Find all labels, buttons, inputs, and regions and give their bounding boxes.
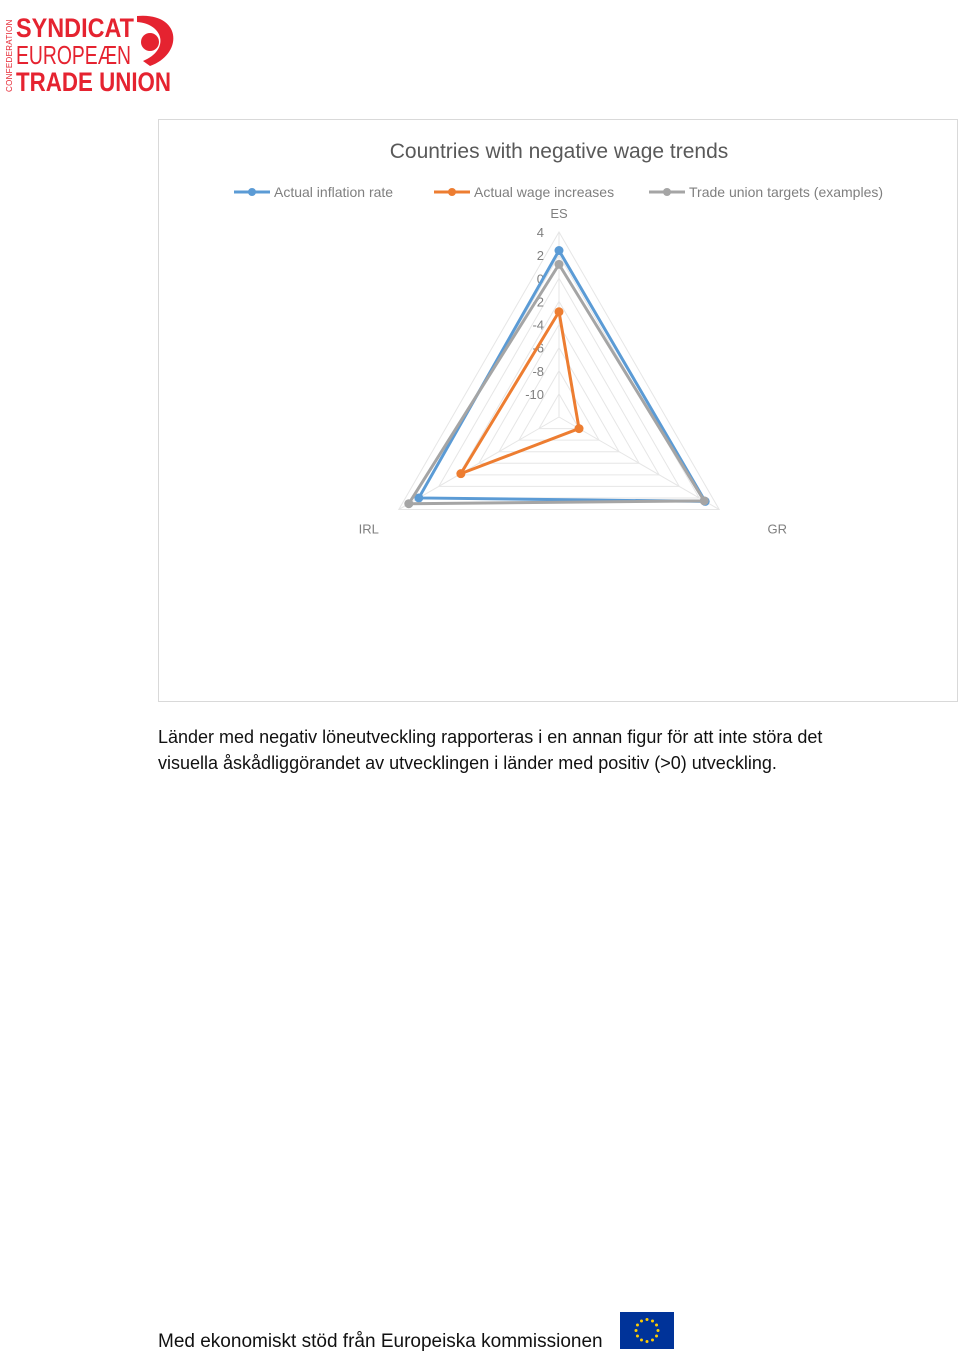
- eu-star-icon: [636, 1324, 639, 1327]
- legend-item-1: [234, 184, 393, 200]
- eu-star-icon: [657, 1329, 660, 1332]
- chart-legend: [234, 184, 883, 200]
- data-point: [456, 469, 465, 478]
- radar-grid: [399, 232, 719, 510]
- legend-label: Actual inflation rate: [274, 184, 394, 200]
- series-3: [404, 260, 708, 508]
- logo-line-2: EUROPEÆN: [16, 40, 131, 70]
- category-label-gr: GR: [767, 521, 787, 537]
- radial-tick-label: -6: [532, 340, 544, 356]
- eu-star-icon: [655, 1335, 658, 1338]
- data-point: [700, 496, 709, 505]
- radial-tick-label: -4: [532, 317, 544, 333]
- category-label-es: ES: [550, 206, 568, 221]
- logo-line-1: SYNDICAT: [16, 13, 135, 43]
- legend-item-3: [649, 184, 883, 200]
- data-point: [555, 307, 564, 316]
- legend-label: Actual wage increases: [474, 184, 615, 200]
- eu-star-icon: [636, 1335, 639, 1338]
- radar-chart: [158, 119, 958, 702]
- legend-swatch-marker: [663, 188, 671, 196]
- etuc-logo: [4, 6, 179, 96]
- radial-tick-label: -2: [532, 294, 544, 310]
- data-point: [575, 424, 584, 433]
- eu-star-icon: [635, 1329, 638, 1332]
- legend-label: Trade union targets (examples): [689, 184, 884, 200]
- series-line: [409, 264, 704, 503]
- caption-line-2: visuella åskådliggörandet av utvecklingen i länder med positiv (>0) utveckling.: [158, 753, 777, 773]
- caption: [158, 724, 918, 776]
- series-layer: [404, 246, 709, 508]
- eu-star-icon: [651, 1319, 654, 1322]
- data-point: [404, 499, 413, 508]
- radial-tick-label: 4: [536, 225, 544, 240]
- data-point: [555, 260, 564, 269]
- legend-item-2: [434, 184, 614, 200]
- eu-star-icon: [640, 1339, 643, 1342]
- footer-funding-text: Med ekonomiskt stöd från Europeiska kommissionen: [158, 1331, 603, 1352]
- eu-star-icon: [640, 1319, 643, 1322]
- chart-title: Countries with negative wage trends: [389, 140, 729, 163]
- eu-star-icon: [651, 1339, 654, 1342]
- radial-tick-label: -8: [532, 363, 544, 379]
- caption-line-1: Länder med negativ löneutveckling rapporteras i en annan figur för att inte störa det: [158, 727, 823, 747]
- logo-line-3: TRADE UNION: [16, 67, 171, 97]
- logo-vertical-text: CONFEDERATION: [5, 19, 14, 92]
- radar-chart-svg: [159, 120, 959, 703]
- eu-flag-icon: [620, 1312, 674, 1349]
- legend-swatch-marker: [448, 188, 456, 196]
- radial-tick-label: 0: [536, 271, 544, 287]
- eu-star-icon: [646, 1340, 649, 1343]
- category-label-irl: IRL: [358, 521, 379, 537]
- radial-tick-label: -10: [525, 386, 544, 402]
- eu-star-icon: [655, 1324, 658, 1327]
- radial-tick-label: 2: [536, 248, 544, 264]
- legend-swatch-marker: [248, 188, 256, 196]
- logo-swoosh-icon: [137, 16, 173, 66]
- data-point: [555, 246, 564, 255]
- eu-star-icon: [646, 1318, 649, 1321]
